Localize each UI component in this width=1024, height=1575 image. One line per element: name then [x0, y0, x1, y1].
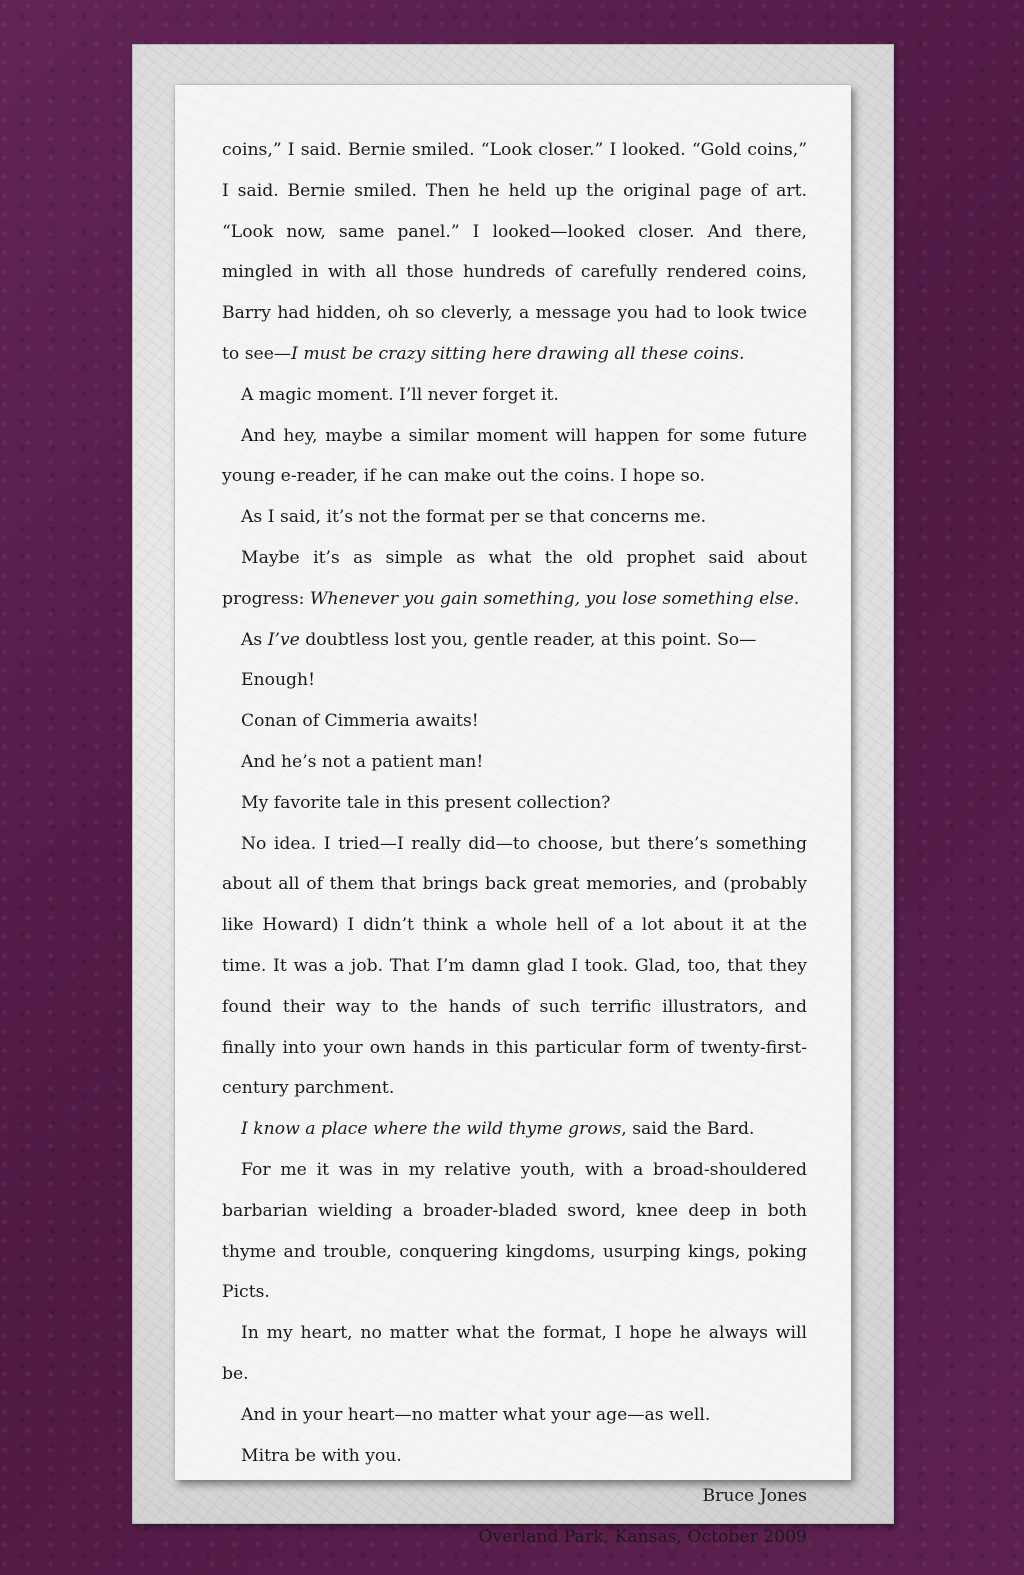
text-run: Conan of Cimmeria awaits!	[241, 711, 479, 732]
text-run: Mitra be with you.	[241, 1445, 402, 1466]
text-run: doubtless lost you, gentle reader, at this point. So—	[299, 629, 757, 650]
text-run: coins,” I said. Bernie smiled. “Look closer.” I looked. “Gold coins,” I said. Bernie smiled. Then he held up the original page of art. “Look now, same panel.” I looked—looked closer. And there, mingled in with all those hundreds of carefully rendered coins, Barry had hidden, oh so cleverly, a message you had to look twice to see—	[222, 140, 807, 364]
text-run: .	[738, 343, 745, 364]
paragraph	[222, 1436, 807, 1477]
paragraph	[222, 497, 807, 538]
letter-body	[222, 130, 807, 1558]
text-run: A magic moment. I’ll never forget it.	[241, 384, 559, 405]
signature-place-date: Overland Park, Kansas, October 2009	[478, 1527, 807, 1548]
paragraph	[222, 824, 807, 1110]
text-run: Enough!	[241, 670, 316, 691]
paragraph	[222, 1109, 807, 1150]
paragraph	[222, 620, 807, 661]
paragraph	[222, 1313, 807, 1395]
paragraph	[222, 701, 807, 742]
text-run: No idea. I tried—I really did—to choose, but there’s something about all of them that brings back great memories, and (probably like Howard) I didn’t think a whole hell of a lot about it at the time. It was a job. That I’m damn glad I took. Glad, too, that they found their way to the hands of such terrific illustrators, and finally into your own hands in this particular form of twenty-first-century parchment.	[222, 833, 807, 1099]
text-run: , said the Bard.	[621, 1119, 755, 1140]
paragraph-list	[222, 130, 807, 1476]
text-run: As I said, it’s not the format per se that concerns me.	[241, 507, 707, 528]
text-run: And in your heart—no matter what your age—as well.	[241, 1404, 711, 1425]
text-run: For me it was in my relative youth, with a broad-shouldered barbarian wielding a broader-bladed sword, knee deep in both thyme and trouble, conquering kingdoms, usurping kings, poking Picts.	[222, 1159, 807, 1303]
paragraph	[222, 1395, 807, 1436]
paragraph	[222, 416, 807, 498]
text-run: Maybe it’s as simple as what the old prophet said about progress:	[222, 547, 807, 609]
paragraph	[222, 538, 807, 620]
text-run: As	[241, 629, 268, 650]
italic-text: I know a place where the wild thyme grows	[241, 1119, 622, 1140]
paragraph	[222, 660, 807, 701]
paragraph	[222, 375, 807, 416]
italic-text: I must be crazy sitting here drawing all these coins	[291, 343, 739, 364]
paragraph	[222, 783, 807, 824]
text-run: In my heart, no matter what the format, I hope he always will be.	[222, 1323, 807, 1384]
text-run: And he’s not a patient man!	[241, 751, 484, 772]
italic-text: I’ve	[267, 629, 300, 650]
italic-text: Whenever you gain something, you lose something else.	[309, 588, 800, 609]
text-run: My favorite tale in this present collection?	[241, 792, 611, 813]
paragraph	[222, 130, 807, 375]
text-run: And hey, maybe a similar moment will happen for some future young e-reader, if he can make out the coins. I hope so.	[222, 425, 807, 487]
signature-author: Bruce Jones	[702, 1486, 807, 1507]
paragraph	[222, 1150, 807, 1313]
paragraph	[222, 742, 807, 783]
